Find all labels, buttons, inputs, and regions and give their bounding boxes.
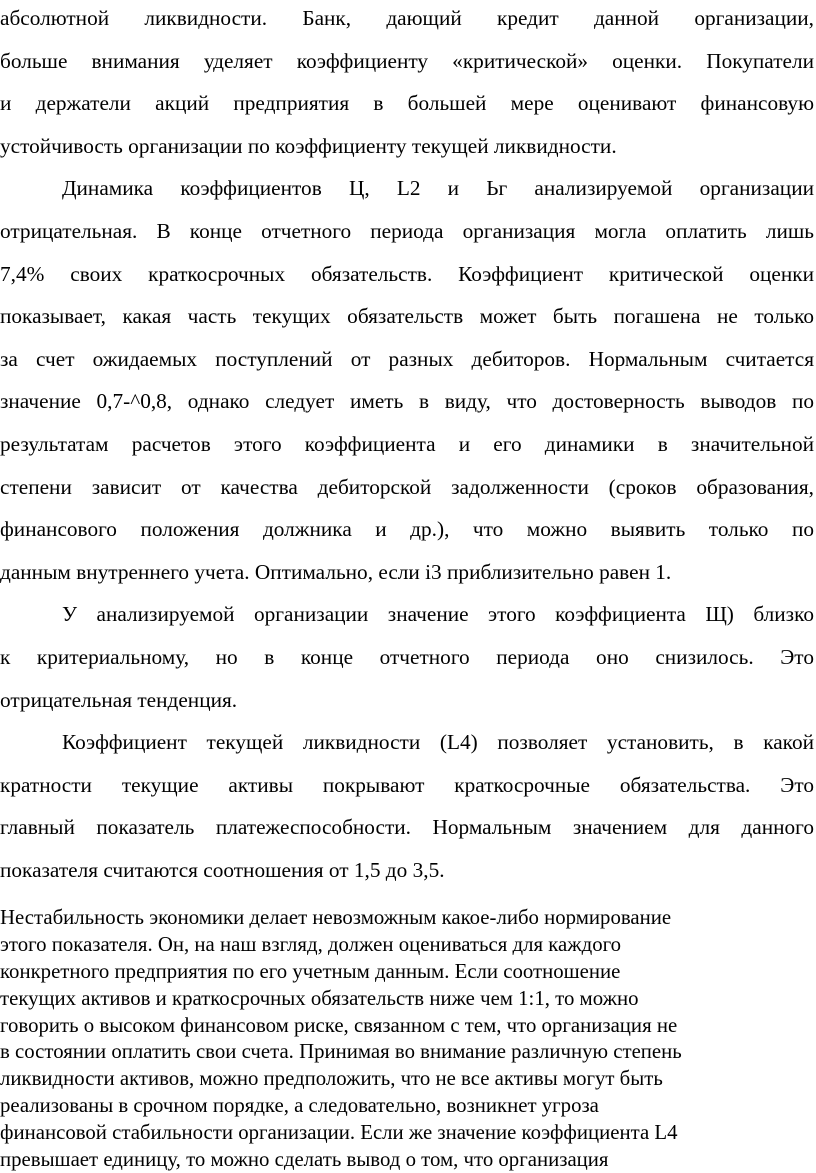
- text-line: 7,4% своих краткосрочных обязательств. Коэффициент критической оценки: [0, 261, 814, 286]
- text-line: показателя считаются соотношения от 1,5 до 3,5.: [0, 857, 445, 882]
- text-line: показывает, какая часть текущих обязательств может быть погашена не только: [0, 304, 814, 329]
- text-line: финансовой стабильности организации. Если же значение коэффициента L4: [0, 1120, 678, 1144]
- text-line: этого показателя. Он, на наш взгляд, должен оцениваться для каждого: [0, 933, 622, 957]
- text-line: и держатели акций предприятия в большей мере оценивают финансовую: [0, 91, 814, 116]
- text-line: результатам расчетов этого коэффициента и его динамики в значительной: [0, 431, 814, 456]
- text-line: главный показатель платежеспособности. Нормальным значением для данного: [0, 815, 814, 840]
- text-line: текущих активов и краткосрочных обязательств ниже чем 1:1, то можно: [0, 986, 639, 1010]
- text-line: реализованы в срочном порядке, а следовательно, возникнет угроза: [0, 1094, 599, 1118]
- text-line: к критериальному, но в конце отчетного периода оно снизилось. Это: [0, 644, 814, 669]
- text-line: ликвидности активов, можно предположить, что не все активы могут быть: [0, 1067, 663, 1091]
- paragraph-3: [0, 593, 814, 721]
- text-line: превышает единицу, то можно сделать вывод о том, что организация: [0, 1147, 609, 1171]
- text-line: за счет ожидаемых поступлений от разных дебиторов. Нормальным считается: [0, 346, 814, 371]
- paragraph-2: [0, 167, 814, 593]
- paragraph-5: [0, 905, 814, 1173]
- text-line: финансового положения должника и др.), что можно выявить только по: [0, 517, 814, 542]
- text-line: конкретного предприятия по его учетным данным. Если соотношение: [0, 960, 621, 984]
- text-line: степени зависит от качества дебиторской задолженности (сроков образования,: [0, 474, 814, 499]
- text-line: говорить о высоком финансовом риске, связанном с тем, что организация не: [0, 1013, 678, 1037]
- text-line: У анализируемой организации значение этого коэффициента Щ) близко: [62, 602, 814, 627]
- text-line: Коэффициент текущей ликвидности (L4) позволяет установить, в какой: [62, 730, 814, 755]
- text-line: данным внутреннего учета. Оптимально, если i3 приблизительно равен 1.: [0, 559, 672, 584]
- text-line: Нестабильность экономики делает невозможным какое-либо нормирование: [0, 906, 672, 930]
- text-line: в состоянии оплатить свои счета. Принимая во внимание различную степень: [0, 1040, 682, 1064]
- text-line: Динамика коэффициентов Ц, L2 и Ьг анализируемой организации: [62, 176, 814, 201]
- paragraph-4: [0, 721, 814, 891]
- text-line: больше внимания уделяет коэффициенту «критической» оценки. Покупатели: [0, 48, 814, 73]
- text-line: отрицательная тенденция.: [0, 687, 238, 712]
- paragraph-1: [0, 0, 814, 167]
- text-line: кратности текущие активы покрывают краткосрочные обязательства. Это: [0, 772, 814, 797]
- text-line: абсолютной ликвидности. Банк, дающий кредит данной организации,: [0, 6, 814, 30]
- text-line: отрицательная. В конце отчетного периода организация могла оплатить лишь: [0, 218, 814, 243]
- text-line: значение 0,7-^0,8, однако следует иметь в виду, что достоверность выводов по: [0, 389, 814, 414]
- text-line: устойчивость организации по коэффициенту текущей ликвидности.: [0, 133, 617, 158]
